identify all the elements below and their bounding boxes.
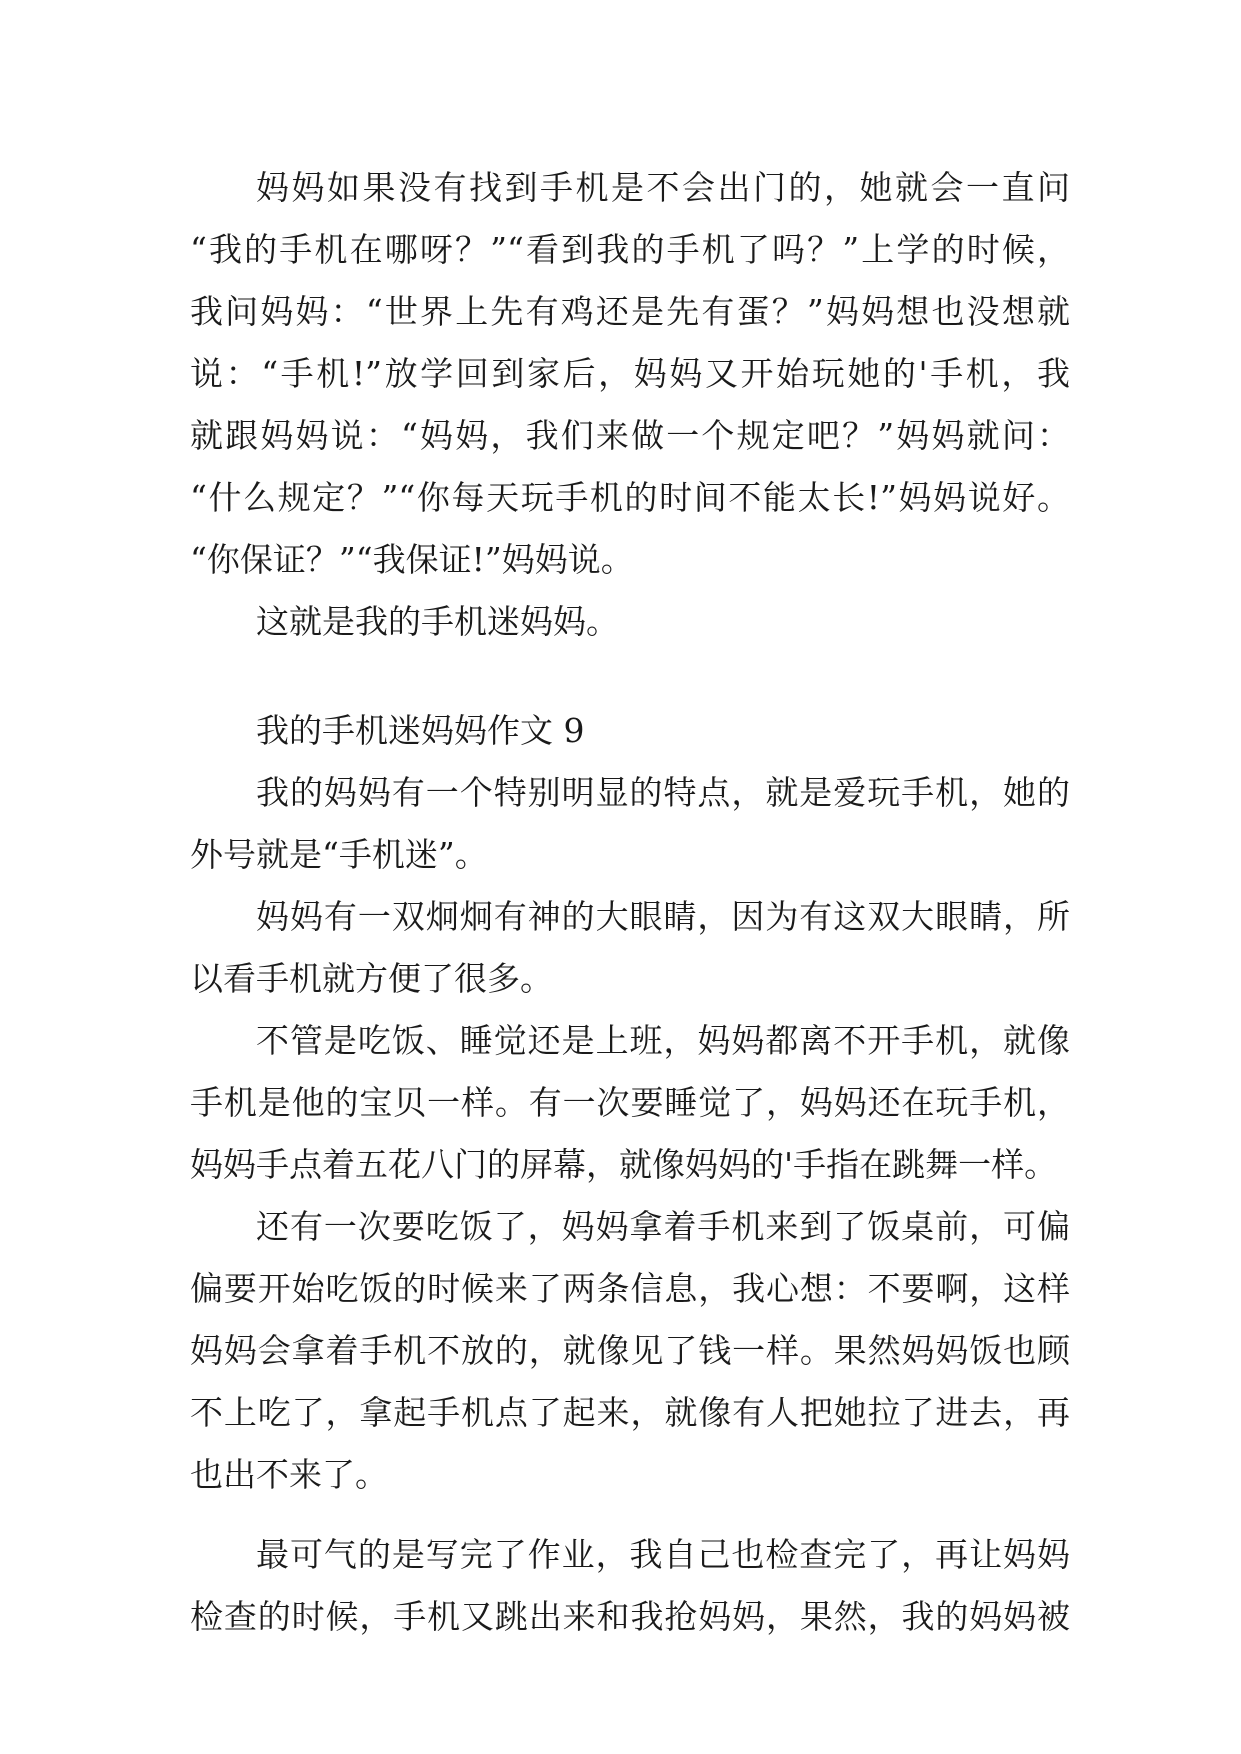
paragraph-line: 最可气的是写完了作业，我自己也检查完了，再让妈妈: [256, 1535, 1070, 1574]
paragraph-line: 这就是我的手机迷妈妈。: [256, 602, 619, 641]
paragraph-line: 手机是他的宝贝一样。有一次要睡觉了，妈妈还在玩手机，: [190, 1083, 1070, 1122]
paragraph-line: 说：“手机!”放学回到家后，妈妈又开始玩她的'手机，我: [190, 354, 1070, 393]
paragraph-line: 我的妈妈有一个特别明显的特点，就是爱玩手机，她的: [256, 773, 1070, 812]
paragraph-line: 妈妈会拿着手机不放的，就像见了钱一样。果然妈妈饭也顾: [190, 1331, 1070, 1370]
paragraph-line: 妈妈手点着五花八门的屏幕，就像妈妈的'手指在跳舞一样。: [190, 1145, 1058, 1184]
paragraph-line: 妈妈如果没有找到手机是不会出门的，她就会一直问: [256, 168, 1070, 207]
paragraph-line: 不上吃了，拿起手机点了起来，就像有人把她拉了进去，再: [190, 1393, 1070, 1432]
paragraph-line: 就跟妈妈说：“妈妈，我们来做一个规定吧？”妈妈就问：: [190, 416, 1070, 455]
paragraph-line: 外号就是“手机迷”。: [190, 835, 488, 874]
paragraph-line: 我问妈妈：“世界上先有鸡还是先有蛋？”妈妈想也没想就: [190, 292, 1070, 331]
paragraph-line: 以看手机就方便了很多。: [190, 959, 553, 998]
paragraph-line: “我的手机在哪呀？”“看到我的手机了吗？”上学的时候，: [190, 230, 1070, 269]
paragraph-line: 检查的时候，手机又跳出来和我抢妈妈，果然，我的妈妈被: [190, 1597, 1070, 1636]
paragraph-line: 偏要开始吃饭的时候来了两条信息，我心想：不要啊，这样: [190, 1269, 1070, 1308]
section-heading: 我的手机迷妈妈作文 9: [256, 711, 585, 750]
paragraph-line: 还有一次要吃饭了，妈妈拿着手机来到了饭桌前，可偏: [256, 1207, 1070, 1246]
paragraph-line: 也出不来了。: [190, 1455, 388, 1494]
paragraph-line: 不管是吃饭、睡觉还是上班，妈妈都离不开手机，就像: [256, 1021, 1070, 1060]
paragraph-line: “什么规定？”“你每天玩手机的时间不能太长!”妈妈说好。: [190, 478, 1070, 517]
paragraph-line: 妈妈有一双炯炯有神的大眼睛，因为有这双大眼睛，所: [256, 897, 1070, 936]
paragraph-line: “你保证？”“我保证!”妈妈说。: [190, 540, 634, 579]
